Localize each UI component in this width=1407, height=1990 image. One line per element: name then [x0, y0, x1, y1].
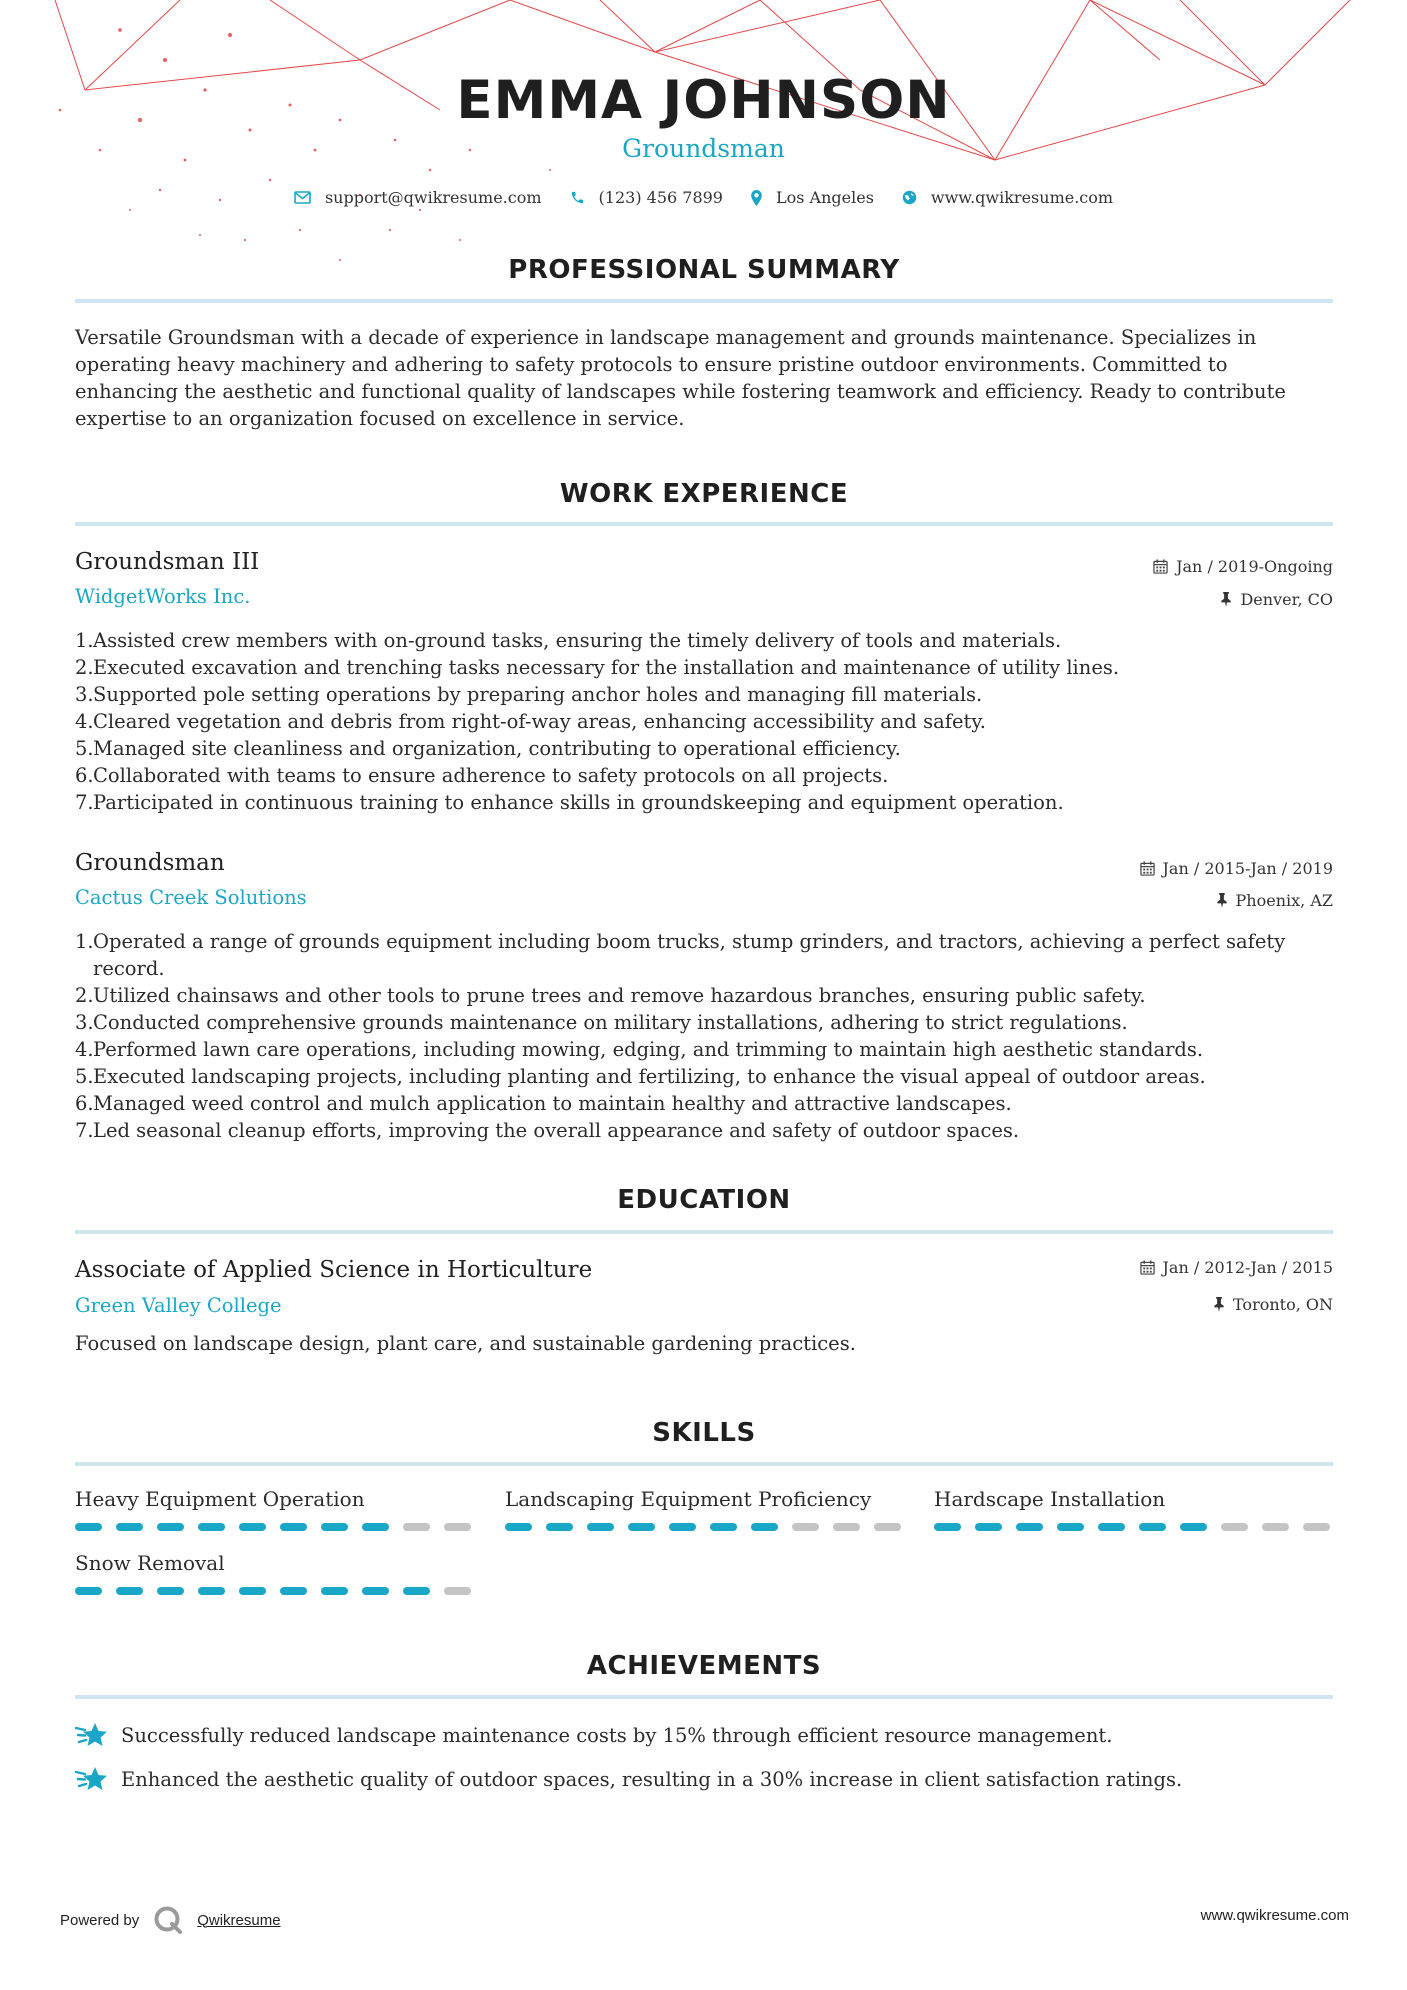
education-school: Green Valley College [75, 1294, 282, 1317]
achievement-text: Successfully reduced landscape maintenance costs by 15% through efficient resource management. [121, 1723, 1113, 1747]
skill-dash-filled [280, 1523, 307, 1531]
skill-dash-empty [1262, 1523, 1289, 1531]
education-description: Focused on landscape design, plant care, and sustainable gardening practices. [75, 1332, 856, 1355]
skill-dash-filled [362, 1523, 389, 1531]
skill-dash-filled [75, 1523, 102, 1531]
skill-dash-empty [444, 1587, 471, 1595]
skill-dash-empty [833, 1523, 860, 1531]
contact-location-text: Los Angeles [775, 188, 874, 207]
skill-dash-filled [546, 1523, 573, 1531]
skill-name: Snow Removal [75, 1551, 225, 1575]
job-dates [1153, 557, 1333, 576]
skill-dash-empty [1303, 1523, 1330, 1531]
skill-dash-filled [239, 1587, 266, 1595]
pushpin-icon [1216, 893, 1228, 908]
powered-by-label: Powered by [60, 1911, 140, 1929]
skill-dash-empty [444, 1523, 471, 1531]
skill-level-meter [934, 1523, 1330, 1531]
skill-item [505, 1487, 901, 1531]
contact-location [751, 188, 874, 207]
section-title-summary: PROFESSIONAL SUMMARY [508, 255, 900, 285]
pushpin-icon [1220, 592, 1232, 607]
list-item: 2. Executed excavation and trenching tasks necessary for the installation and maintenance of utility lines. [75, 656, 1120, 679]
education-dates [1140, 1258, 1333, 1277]
section-divider [75, 522, 1333, 526]
skill-dash-filled [669, 1523, 696, 1531]
skill-dash-filled [505, 1523, 532, 1531]
section-title-education: EDUCATION [617, 1185, 791, 1215]
summary-text: Versatile Groundsman with a decade of experience in landscape management and grounds maintenance. Specializes in operating heavy machinery and adhering to safety protocols to ensure pristine outdoor environments. Committed to enhancing the aesthetic and functional quality of landscapes while fostering teamwork and efficiency. Ready to contribute expertise to an organization focused on excellence in service. [75, 326, 1286, 430]
skill-dash-filled [75, 1587, 102, 1595]
map-pin-icon [751, 190, 762, 206]
skill-item [75, 1487, 471, 1531]
footer-website[interactable]: www.qwikresume.com [1200, 1907, 1349, 1924]
skill-item [934, 1487, 1330, 1531]
skill-name: Hardscape Installation [934, 1487, 1166, 1511]
job-location-text: Phoenix, AZ [1235, 891, 1333, 910]
skill-dash-filled [934, 1523, 961, 1531]
contact-website-text: www.qwikresume.com [930, 188, 1114, 207]
skill-dash-filled [362, 1587, 389, 1595]
shooting-star-icon [75, 1764, 109, 1794]
skill-dash-filled [116, 1523, 143, 1531]
envelope-icon [294, 191, 311, 204]
list-item: 4. Performed lawn care operations, including mowing, edging, and trimming to maintain high aesthetic standards. [75, 1038, 1204, 1061]
qwikresume-logo-icon [153, 1905, 183, 1935]
pushpin-icon [1213, 1297, 1225, 1312]
job-location [1220, 590, 1333, 609]
calendar-icon [1140, 861, 1155, 876]
contact-email-text: support@qwikresume.com [324, 188, 542, 207]
calendar-icon [1153, 559, 1168, 574]
list-item: 7. Led seasonal cleanup efforts, improving the overall appearance and safety of outdoor spaces. [75, 1119, 1020, 1142]
phone-icon [570, 190, 585, 205]
qwikresume-link[interactable]: Qwikresume [197, 1911, 281, 1929]
job-location-text: Denver, CO [1240, 590, 1333, 609]
achievement-text: Enhanced the aesthetic quality of outdoor spaces, resulting in a 30% increase in client satisfaction ratings. [121, 1767, 1183, 1791]
contact-bar [0, 188, 1407, 207]
list-item: 7. Participated in continuous training to enhance skills in groundskeeping and equipment operation. [75, 791, 1064, 814]
job-company: WidgetWorks Inc. [75, 585, 251, 608]
skill-level-meter [75, 1523, 471, 1531]
section-title-skills: SKILLS [652, 1418, 756, 1448]
list-item: 3. Supported pole setting operations by preparing anchor holes and managing fill materials. [75, 683, 983, 706]
list-item: 2. Utilized chainsaws and other tools to prune trees and remove hazardous branches, ensuring public safety. [75, 984, 1146, 1007]
skill-dash-filled [116, 1587, 143, 1595]
list-item: 6. Managed weed control and mulch application to maintain healthy and attractive landscapes. [75, 1092, 1012, 1115]
list-item: 6. Collaborated with teams to ensure adherence to safety protocols on all projects. [75, 764, 889, 787]
contact-phone[interactable] [570, 188, 723, 207]
job-title: Groundsman [75, 850, 225, 876]
skill-dash-filled [1057, 1523, 1084, 1531]
list-item: 1. Assisted crew members with on-ground tasks, ensuring the timely delivery of tools and materials. [75, 629, 1062, 652]
job-dates-text: Jan / 2019-Ongoing [1176, 557, 1333, 576]
skill-dash-filled [321, 1523, 348, 1531]
job-bullets [75, 928, 1333, 1144]
skill-name: Heavy Equipment Operation [75, 1487, 365, 1511]
skill-dash-filled [1098, 1523, 1125, 1531]
section-divider [75, 299, 1333, 303]
skill-dash-filled [975, 1523, 1002, 1531]
list-item: 4. Cleared vegetation and debris from right-of-way areas, enhancing accessibility and safety. [75, 710, 986, 733]
footer-powered-by [60, 1905, 281, 1935]
job-company: Cactus Creek Solutions [75, 886, 307, 909]
education-dates-text: Jan / 2012-Jan / 2015 [1162, 1258, 1333, 1277]
job-bullets [75, 627, 1333, 816]
list-item: 5. Executed landscaping projects, including planting and fertilizing, to enhance the visual appeal of outdoor areas. [75, 1065, 1206, 1088]
job-title: Groundsman III [75, 549, 260, 575]
education-location [1213, 1295, 1333, 1314]
section-title-experience: WORK EXPERIENCE [559, 479, 849, 509]
contact-phone-text: (123) 456 7899 [598, 188, 723, 207]
skill-dash-filled [587, 1523, 614, 1531]
job-dates-text: Jan / 2015-Jan / 2019 [1162, 859, 1333, 878]
contact-email[interactable] [294, 188, 542, 207]
skill-dash-filled [198, 1523, 225, 1531]
skill-dash-empty [792, 1523, 819, 1531]
skill-dash-filled [1139, 1523, 1166, 1531]
skill-dash-filled [710, 1523, 737, 1531]
globe-icon [902, 190, 917, 205]
section-title-achievements: ACHIEVEMENTS [586, 1651, 822, 1681]
skill-level-meter [505, 1523, 901, 1531]
skill-dash-empty [1221, 1523, 1248, 1531]
skill-dash-empty [403, 1523, 430, 1531]
list-item: 1. Operated a range of grounds equipment including boom trucks, stump grinders, and tractors, achieving a perfect safety record. [75, 930, 1286, 980]
list-item: 3. Conducted comprehensive grounds maintenance on military installations, adhering to strict regulations. [75, 1011, 1128, 1034]
skill-name: Landscaping Equipment Proficiency [505, 1487, 872, 1511]
contact-website[interactable] [902, 188, 1113, 207]
skill-dash-filled [198, 1587, 225, 1595]
skill-dash-filled [239, 1523, 266, 1531]
section-divider [75, 1230, 1333, 1234]
skill-dash-filled [157, 1587, 184, 1595]
skill-dash-filled [403, 1587, 430, 1595]
skill-level-meter [75, 1587, 471, 1595]
achievement-item [75, 1764, 1333, 1794]
shooting-star-icon [75, 1720, 109, 1750]
achievement-item [75, 1720, 1333, 1750]
skill-dash-filled [751, 1523, 778, 1531]
candidate-role: Groundsman [622, 134, 785, 163]
section-divider [75, 1462, 1333, 1466]
education-degree: Associate of Applied Science in Horticulture [75, 1257, 593, 1283]
list-item: 5. Managed site cleanliness and organization, contributing to operational efficiency. [75, 737, 901, 760]
job-dates [1140, 859, 1333, 878]
skill-dash-filled [1180, 1523, 1207, 1531]
education-location-text: Toronto, ON [1233, 1295, 1333, 1314]
skill-dash-filled [157, 1523, 184, 1531]
skill-dash-filled [1016, 1523, 1043, 1531]
skill-dash-empty [874, 1523, 901, 1531]
skill-dash-filled [321, 1587, 348, 1595]
skill-item [75, 1551, 471, 1595]
job-location [1216, 891, 1333, 910]
candidate-name: EMMA JOHNSON [456, 70, 951, 131]
section-divider [75, 1695, 1333, 1699]
skill-dash-filled [628, 1523, 655, 1531]
skill-dash-filled [280, 1587, 307, 1595]
calendar-icon [1140, 1260, 1155, 1275]
